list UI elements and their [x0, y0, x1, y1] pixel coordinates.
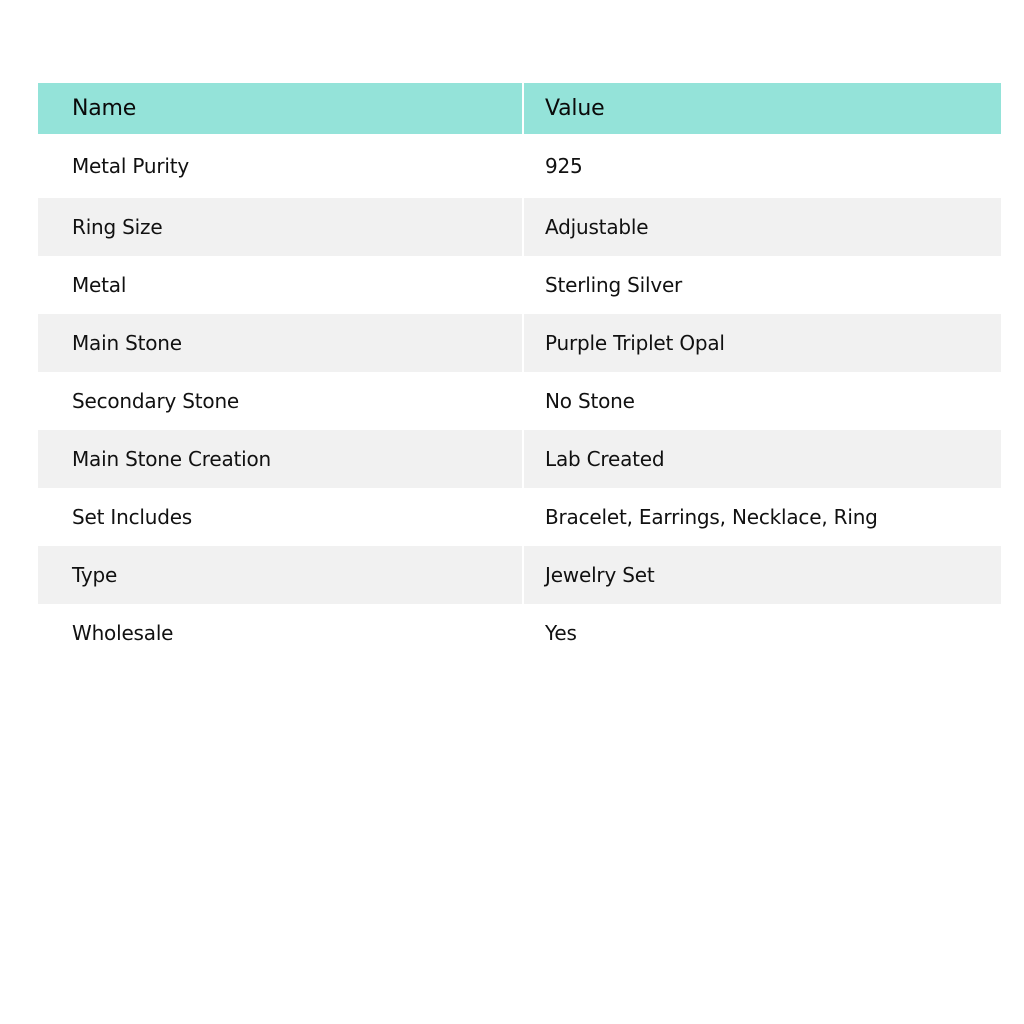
table-row	[38, 430, 1001, 488]
row-value-cell: No Stone	[523, 372, 1001, 430]
table-row	[38, 372, 1001, 430]
row-value-cell: Bracelet, Earrings, Necklace, Ring	[523, 488, 1001, 546]
table-header	[38, 83, 1001, 134]
table-row	[38, 198, 1001, 256]
row-name-cell: Secondary Stone	[72, 389, 240, 413]
row-value-cell: Lab Created	[523, 430, 1001, 488]
row-name-cell: Type	[38, 546, 523, 604]
row-value-cell: Purple Triplet Opal	[523, 314, 1001, 372]
table-row	[38, 134, 1001, 198]
row-name-cell: Set Includes	[72, 505, 193, 529]
row-value-cell: Sterling Silver	[523, 256, 1001, 314]
row-name-cell: Main Stone Creation	[38, 430, 523, 488]
row-name-cell: Wholesale	[72, 621, 174, 645]
specifications-table	[38, 83, 1001, 662]
row-name-cell: Metal Purity	[72, 154, 190, 178]
row-value-cell: Yes	[523, 604, 1001, 662]
row-name-cell: Main Stone	[38, 314, 523, 372]
column-header-name: Name	[38, 83, 523, 134]
row-name-cell: Metal	[72, 273, 127, 297]
table-row	[38, 604, 1001, 662]
row-value-cell: Jewelry Set	[523, 546, 1001, 604]
table-row	[38, 314, 1001, 372]
table-row	[38, 546, 1001, 604]
table-body	[38, 134, 1001, 662]
table-row	[38, 488, 1001, 546]
table-row	[38, 256, 1001, 314]
row-value-cell: 925	[523, 134, 1001, 198]
column-header-value: Value	[523, 83, 1001, 134]
header-row	[38, 83, 1001, 134]
row-name-cell: Ring Size	[38, 198, 523, 256]
row-value-cell: Adjustable	[523, 198, 1001, 256]
